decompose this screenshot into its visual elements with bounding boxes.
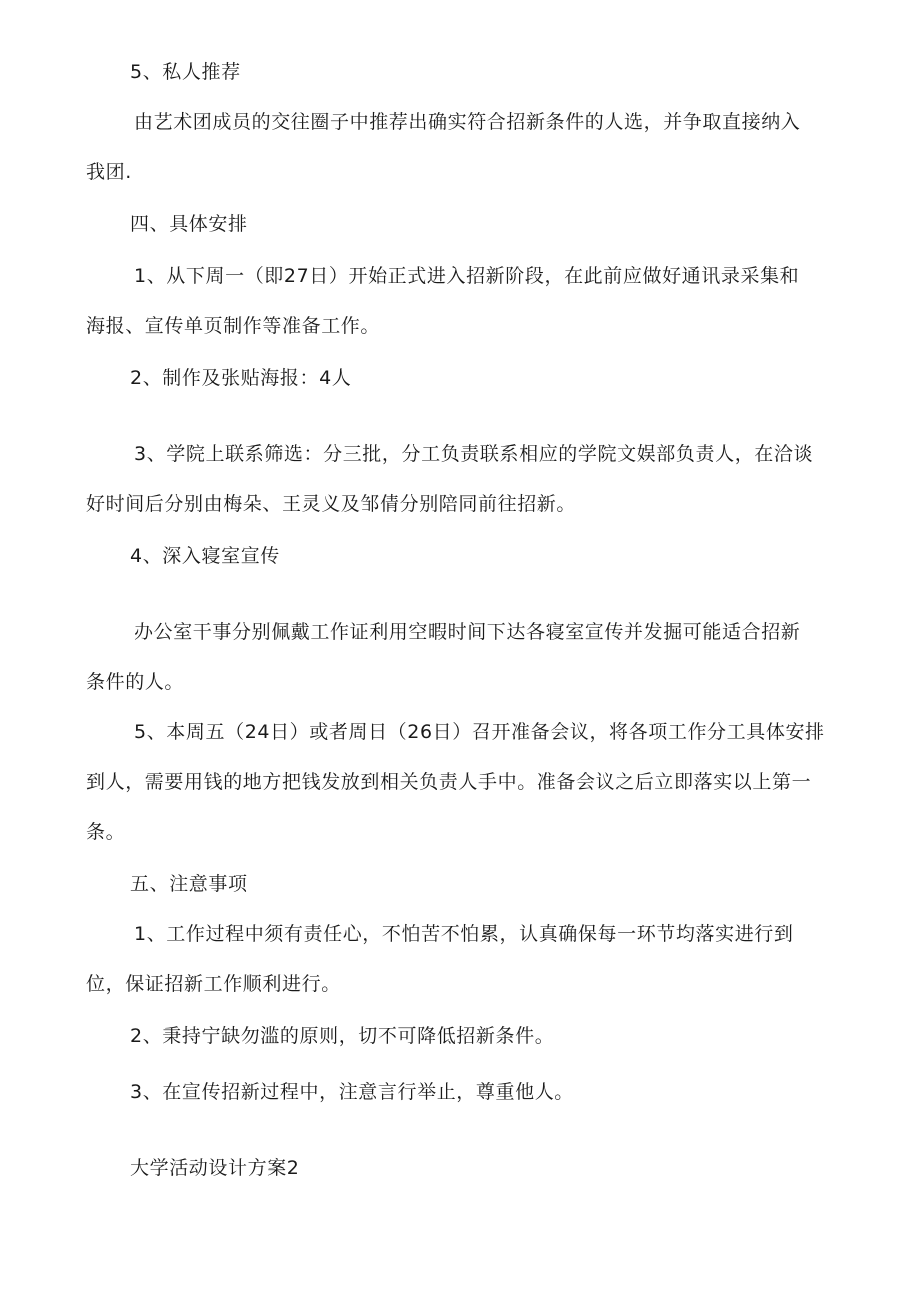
paragraph-line: 1、工作过程中须有责任心，不怕苦不怕累，认真确保每一环节均落实进行到 bbox=[134, 923, 794, 945]
paragraph-line: 由艺术团成员的交往圈子中推荐出确实符合招新条件的人选，并争取直接纳入 bbox=[134, 111, 801, 133]
paragraph-line: 3、在宣传招新过程中，注意言行举止，尊重他人。 bbox=[130, 1081, 574, 1103]
paragraph-line: 我团. bbox=[86, 161, 132, 183]
paragraph-line: 条件的人。 bbox=[86, 671, 185, 693]
paragraph-line: 3、学院上联系筛选：分三批，分工负责联系相应的学院文娱部负责人，在洽谈 bbox=[134, 443, 814, 465]
section-heading-notes: 五、注意事项 bbox=[130, 873, 248, 895]
section-heading-arrangement: 四、具体安排 bbox=[130, 213, 248, 235]
paragraph-line: 海报、宣传单页制作等准备工作。 bbox=[86, 315, 381, 337]
paragraph-line: 2、秉持宁缺勿滥的原则，切不可降低招新条件。 bbox=[130, 1025, 555, 1047]
paragraph-line: 位，保证招新工作顺利进行。 bbox=[86, 973, 341, 995]
paragraph-line: 好时间后分别由梅朵、王灵义及邹倩分别陪同前往招新。 bbox=[86, 493, 577, 515]
paragraph-line: 办公室干事分别佩戴工作证利用空暇时间下达各寝室宣传并发掘可能适合招新 bbox=[134, 621, 801, 643]
paragraph-line: 条。 bbox=[86, 821, 126, 843]
paragraph-line: 到人，需要用钱的地方把钱发放到相关负责人手中。准备会议之后立即落实以上第一 bbox=[86, 771, 812, 793]
paragraph-line: 5、本周五（24日）或者周日（26日）召开准备会议，将各项工作分工具体安排 bbox=[134, 721, 825, 743]
paragraph-line: 2、制作及张贴海报：4人 bbox=[130, 367, 352, 389]
paragraph-line: 4、深入寝室宣传 bbox=[130, 545, 280, 567]
paragraph-line: 1、从下周一（即27日）开始正式进入招新阶段，在此前应做好通讯录采集和 bbox=[134, 265, 800, 287]
item-heading-private-recommendation: 5、私人推荐 bbox=[130, 61, 241, 83]
next-plan-title: 大学活动设计方案2 bbox=[130, 1157, 300, 1179]
